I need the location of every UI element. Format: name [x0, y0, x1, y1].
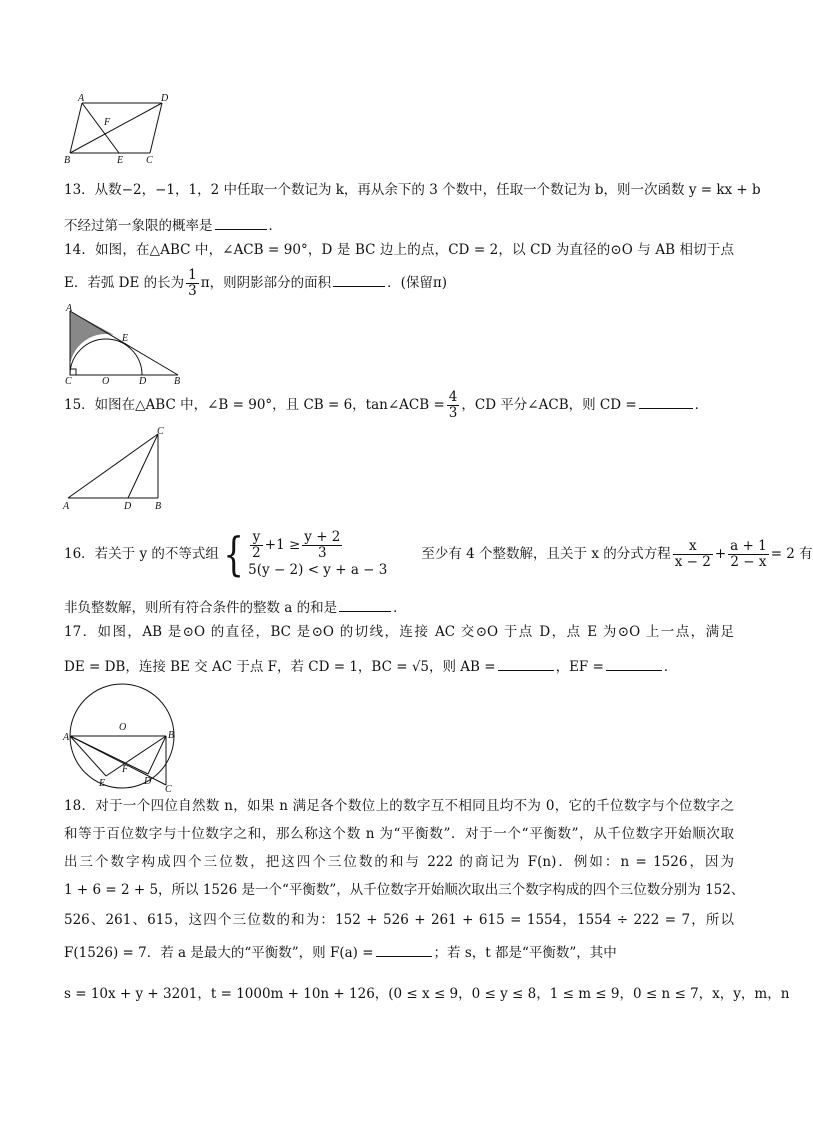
seg-AB [70, 103, 82, 153]
label-B: B [64, 155, 71, 166]
q17-text2: ，EF = [555, 659, 604, 675]
label-E: E [99, 778, 106, 789]
label-B: B [168, 730, 175, 741]
q14-end: ．(保留π) [387, 275, 447, 291]
seg-AE [70, 736, 106, 776]
ineq1-rnum: y + 2 [304, 528, 341, 545]
ineq1-lnum: y [250, 530, 263, 546]
label-E: E [117, 155, 124, 166]
label-A: A [63, 501, 70, 512]
inequality-system [219, 527, 388, 581]
q18-line4: 1 + 6 = 2 + 5，所以 1526 是一个“平衡数”，从千位数字开始顺次取出三个数字构成的四个三位数分别为 152、 [64, 882, 745, 898]
q15-text: 15．如图在△ABC 中，∠B = 90°，且 CB = 6，tan∠ACB = [64, 397, 445, 413]
label-C: C [65, 376, 72, 387]
q14-line2 [64, 266, 734, 300]
q17-text: DE = DB，连接 BE 交 AC 于点 F，若 CD = 1，BC = √5，则 AB = [64, 659, 496, 675]
q15-frac-den: 3 [448, 405, 458, 421]
q15-line [64, 388, 734, 422]
eq-den1: x − 2 [674, 553, 711, 570]
q18-line2: 和等于百位数字与十位数字之和，那么称这个数 n 为“平衡数”．对于一个“平衡数”，从千位数字开始顺次取 [64, 826, 734, 842]
q18-line3: 出三个数字构成四个三位数，把这四个三位数的和与 222 的商记为 F(n)．例如：n = 1526，因为 [64, 854, 734, 870]
q16-line2 [64, 597, 734, 618]
q14-line1: 14．如图，在△ABC 中，∠ACB = 90°，D 是 BC 边上的点，CD = 2，以 CD 为直径的⊙O 与 AB 相切于点 [64, 242, 734, 258]
q18-answer-blank[interactable] [376, 942, 432, 957]
figure-parallelogram [62, 92, 172, 166]
q15-answer-blank[interactable] [639, 394, 693, 409]
q18-line1: 18．对于一个四位自然数 n，如果 n 满足各个数位上的数字互不相同且均不为 0，它的千位数字与个位数字之 [64, 798, 734, 814]
label-A: A [63, 732, 70, 743]
q18-text2: ；若 s，t 都是“平衡数”，其中 [433, 945, 617, 961]
ineq1-lden: 2 [252, 544, 261, 561]
seg-BD [70, 103, 162, 153]
figure-semicircle-triangle [62, 303, 186, 385]
q16-end: ． [393, 600, 407, 616]
q16-line1 [64, 522, 813, 586]
figure-right-triangle [60, 426, 172, 512]
brace-icon: { [223, 527, 244, 581]
q14-fraction [186, 268, 199, 299]
seg-DC [150, 103, 162, 153]
q17-line2 [64, 656, 734, 677]
q15-frac-num: 4 [448, 389, 458, 405]
q13-end: ． [268, 218, 282, 234]
q17-end: ． [663, 659, 678, 675]
q17-answer-blank-EF[interactable] [606, 656, 662, 671]
semicircle [70, 339, 142, 375]
label-A: A [78, 93, 85, 104]
right-angle-mark [70, 369, 76, 375]
q16-text2: 至少有 4 个整数解，且关于 x 的分式方程 [421, 546, 671, 562]
shaded-region [70, 311, 114, 375]
ineq1-mid: +1 ≥ [264, 537, 301, 553]
label-D: D [144, 776, 152, 787]
q17-answer-blank-AB[interactable] [498, 656, 554, 671]
label-B: B [174, 376, 181, 387]
q15-fraction [447, 390, 460, 421]
seg-AE [82, 103, 119, 153]
label-E: E [122, 333, 129, 344]
q18-line7: s = 10x + y + 3201，t = 1000m + 10n + 126，(0 ≤ x ≤ 9，0 ≤ y ≤ 8，1 ≤ m ≤ 9，0 ≤ n ≤ 7，x，y，m，n [64, 986, 790, 1002]
q16-text3: 非负整数解，则所有符合条件的整数 a 的和是 [64, 600, 338, 616]
label-O: O [102, 376, 110, 387]
seg-CD [128, 434, 158, 498]
eq-num1: x [673, 539, 713, 555]
q14-frac-num: 1 [188, 267, 197, 283]
eq-frac1 [673, 539, 713, 570]
label-C: C [157, 426, 164, 437]
q13-line1: 13．从数−2，−1，1，2 中任取一个数记为 k，再从余下的 3 个数中，任取一个数记为 b，则一次函数 y = kx + b [64, 182, 761, 198]
q16-answer-blank[interactable] [339, 597, 391, 612]
label-B: B [155, 501, 162, 512]
figure-circle-tangent [60, 694, 184, 795]
label-A: A [66, 303, 73, 314]
q16-text: 16．若关于 y 的不等式组 [64, 546, 219, 562]
q18-text: F(1526) = 7．若 a 是最大的“平衡数”，则 F(a) = [64, 945, 374, 961]
label-O: O [119, 722, 127, 733]
eq-end: = 2 有 [770, 546, 813, 562]
eq-plus: + [714, 546, 727, 562]
q14-text2: π，则阴影部分的面积 [200, 275, 332, 291]
q14-frac-den: 3 [188, 283, 197, 299]
label-D: D [161, 93, 169, 104]
seg-AC [68, 434, 158, 498]
q15-end: ． [694, 397, 709, 413]
eq-frac2 [728, 539, 769, 570]
q17-line1: 17．如图，AB 是⊙O 的直径，BC 是⊙O 的切线，连接 AC 交⊙O 于点 D，点 E 为⊙O 上一点，满足 [64, 624, 734, 640]
q15-text2: ，CD 平分∠ACB，则 CD = [461, 397, 637, 413]
q18-line5: 526、261、615，这四个三位数的和为：152 + 526 + 261 + 615 = 1554，1554 ÷ 222 = 7，所以 [64, 912, 734, 928]
label-D: D [139, 376, 147, 387]
q14-answer-blank[interactable] [333, 272, 385, 287]
eq-den2: 2 − x [730, 553, 767, 570]
eq-num2: a + 1 [730, 537, 767, 554]
label-D: D [124, 501, 132, 512]
ineq2: 5(y − 2) < y + a − 3 [248, 561, 388, 578]
q13-text: 不经过第一象限的概率是 [64, 218, 213, 234]
ineq1-rden: 3 [318, 544, 327, 561]
q14-text: E．若弧 DE 的长为 [64, 275, 185, 291]
q18-line6 [64, 942, 734, 963]
label-F: F [122, 764, 129, 775]
q13-line2 [64, 215, 734, 236]
label-C: C [146, 155, 153, 166]
label-F: F [104, 117, 111, 128]
q13-answer-blank[interactable] [215, 215, 267, 230]
label-C: C [165, 784, 172, 795]
